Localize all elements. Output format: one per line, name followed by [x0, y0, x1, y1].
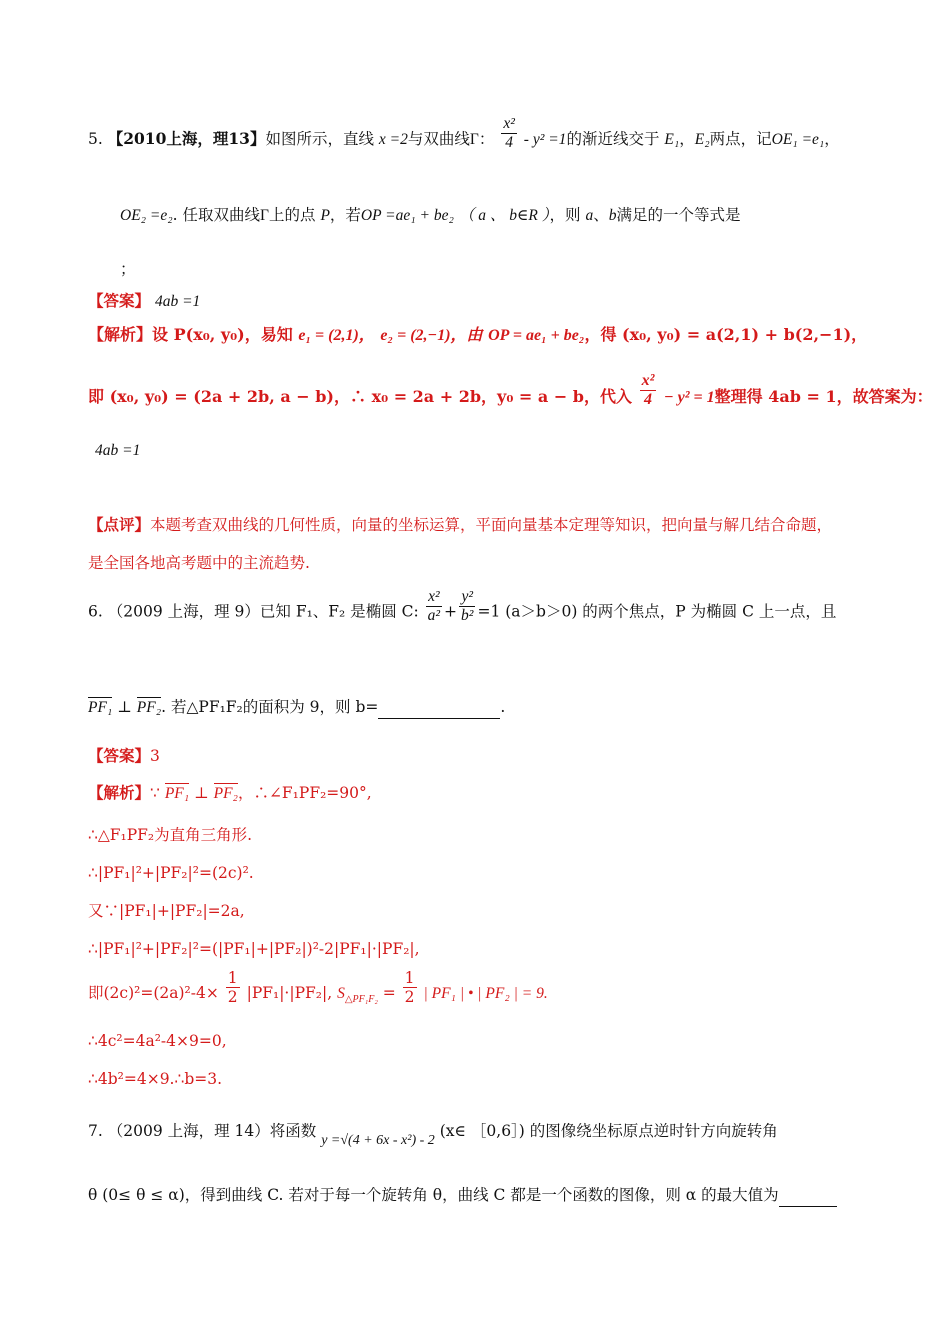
q5-vec-e2: e₂ = (2,−1)，由 — [380, 327, 483, 344]
q6-half-fraction-2 — [403, 969, 417, 1006]
q6-number: 6. — [88, 602, 103, 621]
q6-perp: ⊥ — [117, 698, 132, 716]
q6-vec-pf2: PF₂ — [213, 785, 238, 802]
comment-label: 【点评】 — [88, 515, 151, 534]
q7-text: θ (0≤ θ ≤ α)，得到曲线 C. 若对于每一个旋转角 θ，曲线 C 都是一个函数的图像，则 α 的最大值为 — [88, 1186, 779, 1204]
q6-line2 — [88, 696, 505, 719]
q5-blank-end: ； — [120, 260, 136, 278]
q5-analysis-text: 整理得 4ab = 1，故答案为： — [714, 387, 933, 406]
q6-analysis-line7: ∴4c²=4a²-4×9=0, — [88, 1032, 227, 1050]
q5-analysis-eq: − y² = 1 — [663, 389, 715, 406]
q5-vec-op: OP = ae₁ + be₂ — [488, 327, 585, 344]
q5-line1 — [88, 114, 840, 152]
q5-text: 与双曲线 — [407, 130, 470, 148]
q5-text: ，若 — [329, 206, 361, 224]
q5-text: 如图所示，直线 — [265, 130, 374, 148]
q7-answer-blank[interactable] — [779, 1184, 837, 1207]
answer-value: 4ab =1 — [154, 293, 201, 310]
q5-e2: E₂ — [694, 131, 710, 148]
q5-analysis-result: 4ab =1 — [95, 442, 141, 459]
fraction-denominator: b² — [461, 607, 474, 624]
fraction-denominator: 2 — [404, 987, 415, 1006]
q5-condition: （ a 、 b∈R ） — [458, 207, 550, 224]
q6-ellipse-fraction-x — [426, 588, 442, 625]
q6-area-subscript: △PF₁F₂ — [344, 994, 378, 1006]
fraction-numerator: 1 — [227, 968, 238, 987]
q6-analysis-line1 — [88, 782, 372, 804]
q7-function: y =√(4 + 6x - x²) - 2 — [321, 1133, 435, 1148]
q5-comment-line1 — [88, 514, 832, 536]
q6-analysis-line3: ∴|PF₁|²+|PF₂|²=(2c)². — [88, 864, 254, 882]
q6-analysis-line4: 又∵|PF₁|+|PF₂|=2a, — [88, 902, 245, 920]
q6-analysis-line6 — [88, 968, 548, 1011]
q5-text: 上的点 — [268, 206, 316, 224]
analysis-label: 【解析】 — [88, 325, 153, 344]
q5-hyperbola-fraction — [501, 115, 517, 152]
fraction-denominator: a² — [427, 607, 441, 624]
q6-vec-pf2: PF₂ — [136, 699, 162, 716]
q6-vec-pf1: PF₁ — [88, 699, 113, 716]
q6-analysis-text: 即(2c)²=(2a)²-4× — [88, 984, 219, 1002]
q5-oe1: OE₁ =e₁ — [771, 131, 825, 148]
analysis-label: 【解析】 — [88, 783, 151, 802]
q5-b: b — [608, 207, 617, 224]
q5-text: ，则 — [549, 206, 581, 224]
q6-eq: = — [382, 984, 396, 1002]
q6-period: . — [500, 698, 506, 716]
q6-text: (a＞b＞0) 的两个焦点，P 为椭圆 C 上一点，且 — [505, 602, 837, 621]
fraction-denominator: 4 — [643, 391, 652, 408]
fraction-numerator: 1 — [404, 968, 415, 987]
q5-line-eq: x =2 — [378, 131, 408, 148]
q7-text: （2009 上海，理 14）将函数 — [107, 1122, 317, 1140]
q6-analysis-line5: ∴|PF₁|²+|PF₂|²=(|PF₁|+|PF₂|)²-2|PF₁|·|PF₂|, — [88, 940, 420, 958]
q5-point-p: P — [320, 207, 330, 224]
q6-answer-blank[interactable] — [378, 696, 500, 719]
q5-analysis-fraction — [640, 372, 657, 409]
q5-dun: 、 — [593, 206, 609, 224]
q6-analysis-text: ，∴∠F₁PF₂=90°, — [237, 784, 372, 802]
comment-text: 本题考查双曲线的几何性质，向量的坐标运算，平面向量基本定理等知识，把向量与解几结合命题， — [150, 516, 833, 534]
q6-half-fraction — [226, 969, 240, 1006]
q6-analysis-text: |PF₁|·|PF₂|, — [246, 984, 333, 1002]
q5-answer — [88, 290, 200, 313]
q5-a: a — [585, 207, 594, 224]
q5-text: 满足的一个等式是 — [616, 206, 741, 224]
q5-colon: ： — [478, 130, 495, 148]
q5-analysis-line1 — [88, 324, 867, 347]
fraction-numerator: y² — [459, 588, 475, 607]
answer-value: 3 — [150, 747, 160, 765]
q7-line1 — [88, 1120, 778, 1148]
because-symbol: ∵ — [150, 784, 160, 802]
fraction-numerator: x² — [426, 588, 442, 607]
q7-number: 7. — [88, 1122, 103, 1140]
q6-text: （2009 上海，理 9）已知 F₁、F₂ 是椭圆 C: — [107, 602, 419, 621]
q6-perp: ⊥ — [194, 784, 209, 802]
q6-line1 — [88, 588, 837, 625]
q5-analysis-line2 — [88, 372, 933, 409]
q5-comment-line2: 是全国各地高考题中的主流趋势. — [88, 554, 310, 572]
q5-op-expr: OP =ae₁ + be₂ — [360, 207, 454, 224]
q5-analysis-text: 设 P(x₀, y₀)，易知 — [152, 325, 293, 344]
q5-comma: ， — [824, 130, 840, 148]
q5-vec-e1: e₁ = (2,1)， — [298, 327, 375, 344]
q5-line2 — [120, 204, 741, 227]
q6-analysis-line8: ∴4b²=4×9.∴b=3. — [88, 1070, 223, 1088]
fraction-numerator: x² — [503, 114, 515, 132]
q5-gamma: Γ — [260, 207, 269, 224]
q6-text: . 若△PF₁F₂的面积为 9，则 b= — [161, 698, 379, 716]
q7-text: (x∈ ［0,6］) 的图像绕坐标原点逆时针方向旋转角 — [439, 1122, 778, 1140]
q5-analysis-text: 即 (x₀, y₀) = (2a + 2b, a − b)，∴ x₀ = 2a + 2b，y₀ = a − b，代入 — [88, 387, 632, 406]
q5-text: 的渐近线交于 — [566, 130, 660, 148]
q5-sep: ， — [679, 130, 695, 148]
q5-text: . 任取双曲线 — [172, 206, 261, 224]
q5-text: 两点，记 — [709, 130, 772, 148]
q5-source: 【2010上海，理13】 — [107, 129, 266, 148]
q6-area-expr: | PF₁ | • | PF₂ | = 9. — [423, 985, 548, 1002]
q6-analysis-line2: ∴△F₁PF₂为直角三角形. — [88, 826, 253, 844]
answer-label: 【答案】 — [88, 746, 151, 765]
q6-plus: + — [444, 602, 458, 621]
q6-vec-pf1: PF₁ — [164, 785, 190, 802]
q6-area-symbol: S — [337, 985, 345, 1002]
q6-ellipse-fraction-y — [459, 588, 475, 625]
q6-eq: =1 — [477, 602, 501, 621]
q5-analysis-text: ，得 (x₀, y₀) = a(2,1) + b(2,−1)， — [584, 325, 868, 344]
fraction-denominator: 4 — [505, 133, 513, 151]
q6-answer — [88, 745, 160, 767]
q5-hyperbola-rest: - y² =1 — [523, 131, 567, 148]
q5-oe2: OE₂ =e₂ — [120, 207, 173, 224]
answer-label: 【答案】 — [88, 291, 151, 310]
q5-gamma: Γ — [469, 131, 479, 148]
q5-e1: E₁ — [664, 131, 680, 148]
q5-number: 5. — [88, 130, 103, 148]
fraction-denominator: 2 — [227, 987, 238, 1006]
q7-line2 — [88, 1184, 837, 1207]
fraction-numerator: x² — [641, 372, 655, 389]
